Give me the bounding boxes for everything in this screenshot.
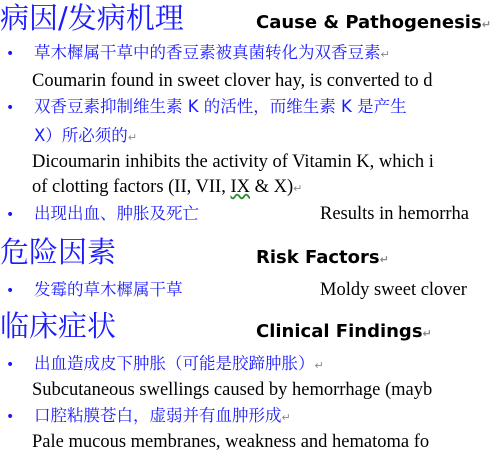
section-title-risk-en-text: Risk Factors [256, 247, 380, 268]
cause-item-2-zh-cont-text: X）所必须的 [34, 126, 128, 145]
bullet-2: • [6, 100, 15, 116]
paragraph-mark: ↵ [293, 182, 303, 195]
clinical-item-2-en: Pale mucous membranes, weakness and hematoma fo [32, 432, 430, 452]
cause-item-2-zh: 双香豆素抑制维生素 K 的活性，而维生素 K 是产生 [34, 97, 407, 116]
section-title-clinical-en-text: Clinical Findings [256, 321, 423, 342]
section-title-risk-zh: 危险因素 [0, 235, 117, 269]
clinical-item-2-zh-text: 口腔粘膜苍白，虚弱并有血肿形成 [34, 406, 282, 425]
bullet-3: • [6, 207, 15, 223]
clinical-item-1-en: Subcutaneous swellings caused by hemorrhage (mayb [32, 380, 433, 400]
bullet-6: • [6, 409, 15, 425]
cause-item-3-zh: 出现出血、肿胀及死亡 [34, 204, 199, 223]
section-title-risk-en [256, 249, 389, 267]
paragraph-mark: ↵ [379, 253, 389, 266]
clinical-item-2-zh [34, 408, 291, 425]
section-title-clinical-en [256, 323, 432, 341]
clinical-item-1-zh [34, 356, 324, 373]
cause-item-2-en-cont [32, 178, 302, 197]
risk-item-1-en: Moldy sweet clover [320, 280, 467, 300]
paragraph-mark: ↵ [380, 48, 390, 61]
cause-item-2-en-cont-spellcheck: IX [230, 177, 250, 197]
cause-item-2-en: Dicoumarin inhibits the activity of Vitamin K, which i [32, 152, 434, 172]
paragraph-mark: ↵ [281, 411, 291, 424]
cause-item-2-en-cont-post: & X) [250, 177, 294, 197]
cause-item-1-zh-text: 草木樨属干草中的香豆素被真菌转化为双香豆素 [34, 43, 381, 62]
section-title-cause-en [256, 14, 491, 32]
paragraph-mark: ↵ [314, 359, 324, 372]
section-title-cause-zh: 病因/发病机理 [0, 1, 184, 35]
risk-item-1-zh: 发霉的草木樨属干草 [34, 280, 183, 299]
paragraph-mark: ↵ [481, 18, 491, 31]
clinical-item-1-zh-text: 出血造成皮下肿胀（可能是胶蹄肿胀） [34, 354, 315, 373]
bullet-4: • [6, 283, 15, 299]
cause-item-2-en-cont-pre: of clotting factors (II, VII, [32, 177, 231, 197]
cause-item-1-en: Coumarin found in sweet clover hay, is converted to d [32, 71, 433, 91]
bullet-1: • [6, 46, 15, 62]
paragraph-mark: ↵ [422, 327, 432, 340]
cause-item-3-en: Results in hemorrha [320, 204, 470, 224]
cause-item-1-zh [34, 45, 390, 62]
section-title-cause-en-text: Cause & Pathogenesis [256, 12, 482, 33]
bullet-5: • [6, 357, 15, 373]
section-title-clinical-zh: 临床症状 [0, 309, 117, 343]
paragraph-mark: ↵ [127, 131, 138, 144]
cause-item-2-zh-cont [34, 128, 137, 145]
